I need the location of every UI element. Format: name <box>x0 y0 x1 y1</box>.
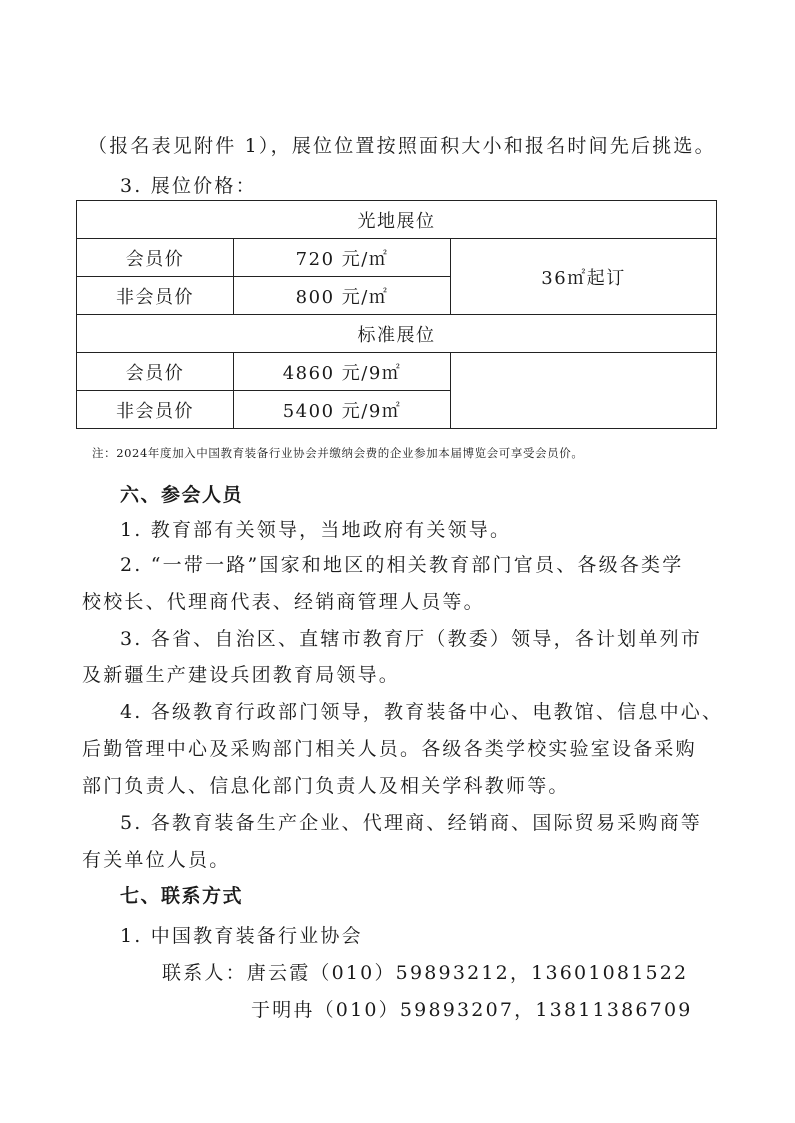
member-label: 会员价 <box>77 239 234 277</box>
member-label-standard: 会员价 <box>77 353 234 391</box>
attendee-line-2: 2. “一带一路”国家和地区的相关教育部门官员、各级各类学 <box>120 554 684 576</box>
empty-cell <box>451 353 717 429</box>
attendee-line-9: 5. 各教育装备生产企业、代理商、经销商、国际贸易采购商等 <box>120 812 702 834</box>
attendee-line-10: 有关单位人员。 <box>82 849 231 871</box>
attendee-line-1: 1. 教育部有关领导，当地政府有关领导。 <box>120 519 512 541</box>
table-note: 注：2024年度加入中国教育装备行业协会并缴纳会费的企业参加本届博览会可享受会员价。 <box>92 446 584 460</box>
non-member-label-standard: 非会员价 <box>77 391 234 429</box>
section-title-standard-booth: 标准展位 <box>77 315 717 353</box>
attendee-line-3: 校校长、代理商代表、经销商管理人员等。 <box>82 591 485 613</box>
price-heading: 3. 展位价格： <box>120 175 257 197</box>
intro-line: （报名表见附件 1），展位位置按照面积大小和报名时间先后挑选。 <box>88 135 716 157</box>
attendee-line-5: 及新疆生产建设兵团教育局领导。 <box>82 664 401 686</box>
minimum-order: 36㎡起订 <box>451 239 717 315</box>
attendee-line-6: 4. 各级教育行政部门领导，教育装备中心、电教馆、信息中心、 <box>120 701 724 723</box>
contact-person-2: 于明冉（010）59893207，13811386709 <box>251 999 693 1021</box>
price-table <box>76 200 717 429</box>
attendee-line-7: 后勤管理中心及采购部门相关人员。各级各类学校实验室设备采购 <box>82 738 697 760</box>
non-member-label: 非会员价 <box>77 277 234 315</box>
section-title-open-space: 光地展位 <box>77 201 717 239</box>
contact-person-1: 联系人：唐云霞（010）59893212，13601081522 <box>162 962 689 984</box>
attendee-line-4: 3. 各省、自治区、直辖市教育厅（教委）领导，各计划单列市 <box>120 628 702 650</box>
non-member-price-standard: 5400 元/9㎡ <box>234 391 451 429</box>
section7-heading: 七、联系方式 <box>120 885 244 907</box>
contact-org: 1. 中国教育装备行业协会 <box>120 925 363 947</box>
non-member-price-open: 800 元/㎡ <box>234 277 451 315</box>
member-price-open: 720 元/㎡ <box>234 239 451 277</box>
section6-heading: 六、参会人员 <box>120 484 244 506</box>
attendee-line-8: 部门负责人、信息化部门负责人及相关学科教师等。 <box>82 775 570 797</box>
member-price-standard: 4860 元/9㎡ <box>234 353 451 391</box>
